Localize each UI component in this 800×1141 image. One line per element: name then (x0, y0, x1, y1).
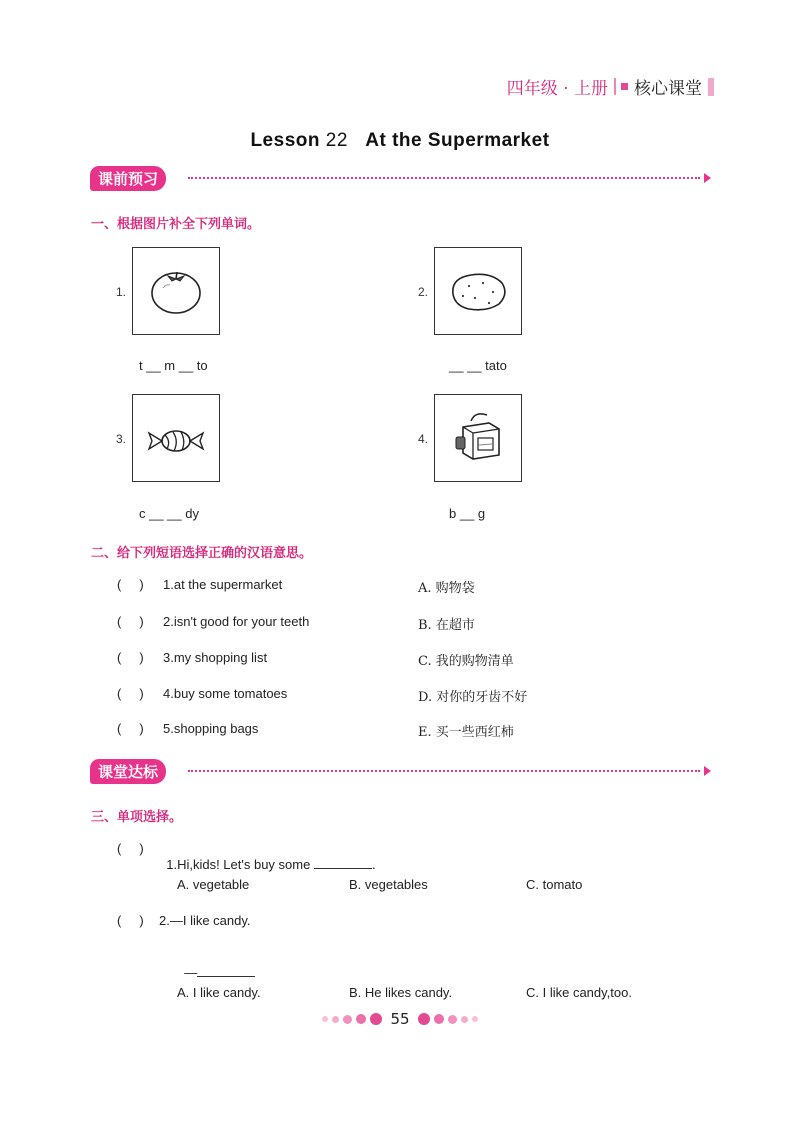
reply-dash: — (184, 965, 198, 980)
answer-paren[interactable]: ( ) (117, 686, 144, 701)
word-blank[interactable]: __ __ tato (449, 358, 507, 373)
lesson-title (0, 130, 800, 152)
lesson-name: At the Supermarket (365, 130, 550, 151)
option-item: D. 对你的牙齿不好 (418, 690, 528, 705)
header-bar-icon (708, 78, 714, 96)
phrase-item: 2.isn't good for your teeth (163, 614, 310, 629)
item-number: 2. (418, 285, 429, 299)
q3-heading: 三、单项选择。 (91, 810, 183, 825)
candy-icon (133, 395, 219, 481)
tomato-icon (133, 248, 219, 334)
lesson-number: 22 (325, 130, 348, 151)
lesson-prefix: Lesson (250, 130, 320, 151)
picture-frame (434, 394, 522, 482)
question-stem: 2.—I like candy. (159, 913, 251, 928)
item-number: 4. (418, 432, 429, 446)
stem-text: 1.Hi,kids! Let's buy some (166, 857, 311, 872)
preview-badge: 课前预习 (90, 166, 166, 191)
choice-option: C. I like candy,too. (526, 985, 632, 1000)
arrow-icon (704, 766, 711, 776)
answer-paren[interactable]: ( ) (117, 721, 144, 736)
book-header (507, 74, 714, 99)
picture-frame (132, 394, 220, 482)
arrow-icon (704, 173, 711, 183)
answer-paren[interactable]: ( ) (117, 650, 144, 665)
answer-paren[interactable]: ( ) (117, 577, 144, 592)
page-footer (0, 1010, 800, 1028)
dot-icon (356, 1014, 366, 1024)
dot-icon (322, 1016, 328, 1022)
question-stem (159, 841, 376, 872)
option-item: E. 买一些西红柿 (418, 725, 514, 740)
header-divider (614, 78, 616, 95)
dotted-rule (188, 177, 700, 179)
item-number: 3. (116, 432, 127, 446)
dot-icon (370, 1013, 382, 1025)
word-blank[interactable]: b __ g (449, 506, 486, 521)
page-number: 55 (390, 1010, 410, 1028)
dot-icon (332, 1016, 339, 1023)
classroom-banner (90, 759, 715, 781)
dot-icon (434, 1014, 444, 1024)
option-item: C. 我的购物清单 (418, 654, 514, 669)
choice-option: A. I like candy. (177, 985, 261, 1000)
dot-icon (448, 1015, 457, 1024)
picture-frame (434, 247, 522, 335)
option-item: B. 在超市 (418, 618, 475, 633)
preview-banner (90, 166, 715, 188)
dot-icon (472, 1016, 478, 1022)
word-blank[interactable]: t __ m __ to (139, 358, 208, 373)
word-blank[interactable]: c __ __ dy (139, 506, 199, 521)
fill-blank[interactable] (197, 964, 255, 977)
q1-heading: 一、根据图片补全下列单词。 (91, 217, 261, 232)
stem-end: . (371, 857, 376, 872)
dot-icon (343, 1015, 352, 1024)
dotted-rule (188, 770, 700, 772)
bag-icon (435, 395, 521, 481)
series-label: 核心课堂 (634, 79, 702, 99)
choice-option: B. He likes candy. (349, 985, 453, 1000)
classroom-badge: 课堂达标 (90, 759, 166, 784)
option-item: A. 购物袋 (418, 581, 475, 596)
phrase-item: 4.buy some tomatoes (163, 686, 288, 701)
dot-icon (418, 1013, 430, 1025)
choice-option: C. tomato (526, 877, 583, 892)
fill-blank[interactable] (314, 856, 372, 869)
reply-line (177, 949, 255, 980)
picture-frame (132, 247, 220, 335)
choice-option: B. vegetables (349, 877, 428, 892)
phrase-item: 3.my shopping list (163, 650, 268, 665)
header-square-icon (621, 83, 628, 90)
grade-label: 四年级 · 上册 (506, 79, 608, 99)
phrase-item: 1.at the supermarket (163, 577, 283, 592)
answer-paren[interactable]: ( ) (117, 841, 144, 856)
answer-paren[interactable]: ( ) (117, 614, 144, 629)
answer-paren[interactable]: ( ) (117, 913, 144, 928)
dot-icon (461, 1016, 468, 1023)
phrase-item: 5.shopping bags (163, 721, 259, 736)
item-number: 1. (116, 285, 127, 299)
q2-heading: 二、给下列短语选择正确的汉语意思。 (91, 546, 313, 561)
potato-icon (435, 248, 521, 334)
choice-option: A. vegetable (177, 877, 250, 892)
